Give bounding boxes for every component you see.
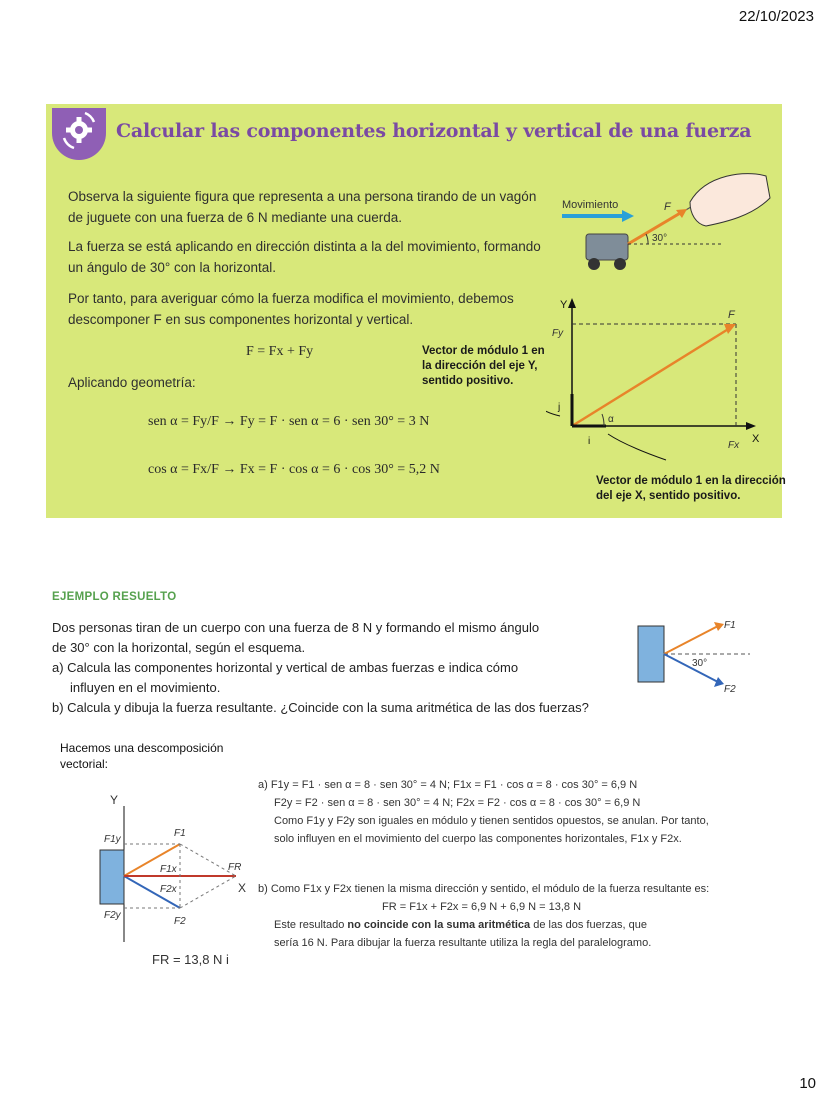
- solution-line: Como F1y y F2y son iguales en módulo y tienen sentidos opuestos, se anulan. Por tanto,: [274, 815, 709, 827]
- solution-line: F2y = F2 · sen α = 8 · sen 30° = 4 N; F2x = F2 · cos α = 8 · cos 30° = 6,9 N: [274, 797, 641, 809]
- body-block: [638, 626, 664, 682]
- equation-sum: F = Fx + Fy: [246, 344, 314, 359]
- note-line: Vector de módulo 1 en la dirección: [596, 475, 786, 487]
- wheel: [588, 258, 600, 270]
- wagon-figure: [556, 164, 778, 276]
- f1y-label: F1y: [104, 834, 121, 845]
- alpha-label: α: [608, 414, 614, 425]
- box-title: Calcular las componentes horizontal y vertical de una fuerza: [116, 120, 752, 142]
- solution-line: solo influyen en el movimiento del cuerpo las componentes horizontales, F1x y F2x.: [274, 833, 682, 845]
- angle-arc: [646, 234, 648, 244]
- fy-label: Fy: [552, 328, 564, 339]
- solution-b: [258, 880, 709, 952]
- question-b: b) Calcula y dibuja la fuerza resultante. ¿Coincide con la suma aritmética de las dos fuerzas?: [52, 700, 589, 715]
- date: 22/10/2023: [738, 8, 814, 25]
- wagon-body: [586, 234, 628, 260]
- x-axis-arrow: [746, 422, 756, 430]
- f2y-label: F2y: [104, 910, 121, 921]
- result-label: FR = 13,8 N i: [152, 952, 229, 967]
- gear-badge: [52, 108, 106, 160]
- fr-label: FR: [228, 862, 242, 873]
- text-span: Este resultado: [274, 919, 348, 931]
- question-a-cont: influyen en el movimiento.: [70, 680, 221, 695]
- question-a: a) Calcula las componentes horizontal y vertical de ambas fuerzas e indica cómo: [52, 660, 519, 675]
- y-axis-arrow: [568, 298, 576, 308]
- fx-label: Fx: [728, 440, 740, 451]
- f-label: F: [728, 309, 735, 321]
- force-label: F: [664, 201, 671, 213]
- f1-vector: [664, 626, 718, 654]
- text-line: Por tanto, para averiguar cómo la fuerza modifica el movimiento, debemos: [68, 291, 514, 306]
- note-line: sentido positivo.: [422, 375, 514, 387]
- bold-span: no coincide con la suma aritmética: [347, 919, 531, 931]
- f2-label: F2: [724, 684, 736, 695]
- angle-label: 30°: [652, 233, 668, 244]
- example-statement: [52, 618, 589, 718]
- hand-drawing: [690, 174, 770, 226]
- text-line: La fuerza se está aplicando en dirección distinta a la del movimiento, formando: [68, 239, 541, 254]
- solution-line: [258, 916, 709, 934]
- handwritten-note: [60, 740, 223, 772]
- text-line: un ángulo de 30° con la horizontal.: [68, 260, 277, 275]
- alpha-arc: [602, 414, 604, 426]
- f1x-label: F1x: [160, 864, 177, 875]
- geometry-label: Aplicando geometría:: [68, 375, 196, 390]
- f2-label: F2: [174, 916, 186, 927]
- solution-figure: [60, 792, 260, 972]
- note-line: la dirección del eje Y,: [422, 360, 538, 372]
- paragraph-3: [68, 288, 514, 330]
- f-arrowhead: [724, 324, 736, 334]
- angle-label: 30°: [692, 658, 708, 669]
- movement-label: Movimiento: [562, 199, 619, 211]
- note-line: Vector de módulo 1 en: [422, 345, 545, 357]
- movement-arrowhead: [622, 210, 634, 222]
- equation-sin: sen α = Fy/F → Fy = F · sen α = 6 · sen 30° = 3 N: [148, 414, 430, 429]
- example-figure: [634, 614, 784, 700]
- text-line: descomponer F en sus componentes horizontal y vertical.: [68, 312, 414, 327]
- text-line: de juguete con una fuerza de 6 N mediante una cuerda.: [68, 210, 402, 225]
- solution-line: a) F1y = F1 · sen α = 8 · sen 30° = 4 N; F1x = F1 · cos α = 8 · cos 30° = 6,9 N: [258, 779, 638, 791]
- x-axis-label: X: [238, 881, 247, 895]
- solution-line: sería 16 N. Para dibujar la fuerza resultante utiliza la regla del paralelogramo.: [274, 937, 652, 949]
- f2-arrowhead: [714, 677, 724, 687]
- parallelogram-bottom: [180, 876, 236, 908]
- paragraph-2: [68, 236, 541, 278]
- text-line: de 30° con la horizontal, según el esquema.: [52, 640, 306, 655]
- f2-vector: [664, 654, 718, 682]
- y-axis-label: Y: [110, 793, 119, 807]
- solution-a: [258, 776, 709, 848]
- equation-cos: cos α = Fx/F → Fx = F · cos α = 6 · cos 30° = 5,2 N: [148, 462, 440, 477]
- i-label: i: [588, 436, 591, 447]
- note-line: Hacemos una descomposición: [60, 741, 224, 755]
- note-line: vectorial:: [60, 757, 109, 771]
- y-axis-label: Y: [560, 299, 568, 311]
- page-number: 10: [799, 1075, 816, 1092]
- f1-label: F1: [174, 828, 186, 839]
- example-heading: EJEMPLO RESUELTO: [52, 591, 177, 603]
- wheel: [614, 258, 626, 270]
- solution-line: FR = F1x + F2x = 6,9 N + 6,9 N = 13,8 N: [382, 901, 582, 913]
- f1-label: F1: [724, 620, 736, 631]
- solution-line: b) Como F1x y F2x tienen la misma dirección y sentido, el módulo de la fuerza resultante es:: [258, 883, 710, 895]
- text-line: Observa la siguiente figura que representa a una persona tirando de un vagón: [68, 189, 537, 204]
- body-block: [100, 850, 124, 904]
- text-line: Dos personas tiran de un cuerpo con una fuerza de 8 N y formando el mismo ángulo: [52, 620, 540, 635]
- f-vector: [572, 328, 730, 426]
- f2x-label: F2x: [160, 884, 177, 895]
- i-pointer: [608, 434, 666, 460]
- x-axis-label: X: [752, 433, 760, 445]
- note-j: [422, 344, 545, 389]
- text-span: de las dos fuerzas, que: [530, 919, 647, 931]
- j-label: j: [558, 402, 561, 413]
- note-i: [596, 474, 786, 504]
- note-line: del eje X, sentido positivo.: [596, 490, 741, 502]
- paragraph-1: [68, 186, 536, 228]
- gear-icon: [52, 108, 106, 160]
